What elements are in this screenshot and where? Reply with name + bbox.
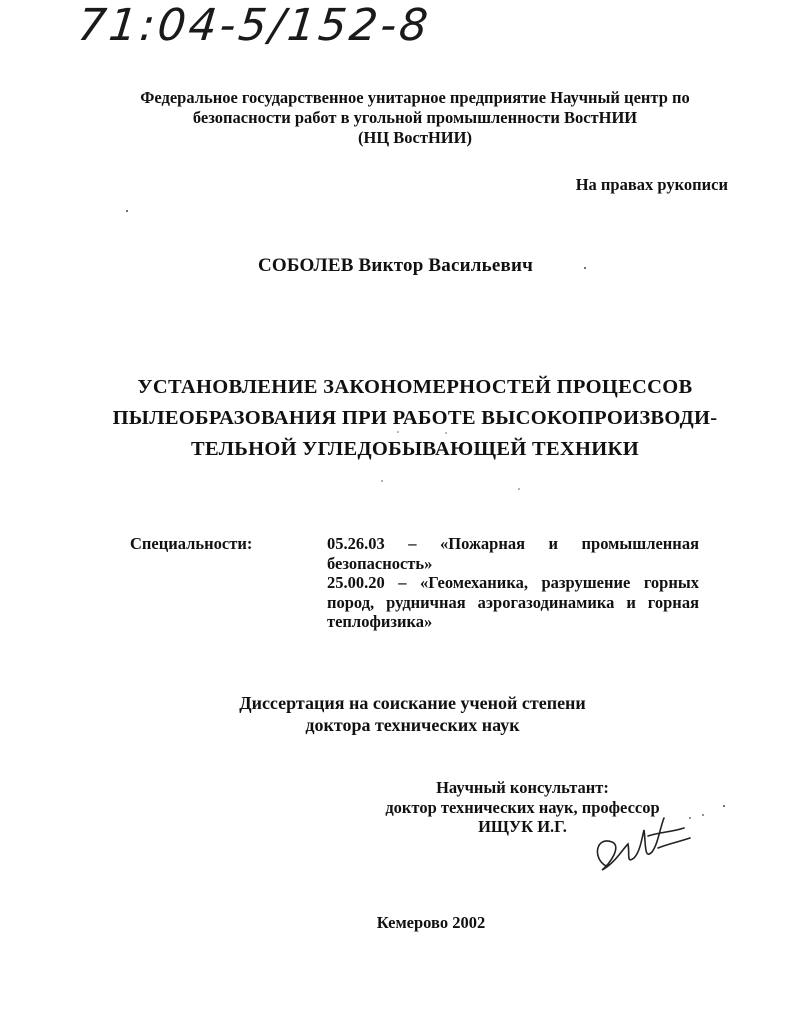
consultant-name: ИЩУК И.Г. [478, 817, 567, 836]
title-line: УСТАНОВЛЕНИЕ ЗАКОНОМЕРНОСТЕЙ ПРОЦЕССОВ [137, 376, 693, 398]
degree-line: доктора технических наук [305, 715, 520, 735]
manuscript-note: На правах рукописи [575, 175, 728, 194]
city-year: Кемерово 2002 [376, 913, 486, 932]
specialty-item: 25.00.20 – «Геомеханика, разрушение горных пород, рудничная аэрогазодинамика и горная теплофизика» [327, 573, 699, 631]
title-line: ПЫЛЕОБРАЗОВАНИЯ ПРИ РАБОТЕ ВЫСОКОПРОИЗВОДИ- [112, 407, 718, 429]
specialties-label: Специальности: [130, 534, 253, 553]
organization-line: Федеральное государственное унитарное предприятие Научный центр по [140, 88, 690, 107]
consultant-degree: доктор технических наук, профессор [385, 797, 660, 817]
organization-line: безопасности работ в угольной промышленности ВостНИИ [192, 108, 638, 127]
degree-line: Диссертация на соискание ученой степени [239, 693, 586, 713]
author-name: СОБОЛЕВ Виктор Васильевич [257, 255, 534, 276]
archive-number: 71:04-5/152-8 [75, 0, 434, 51]
consultant-label: Научный консультант: [436, 778, 609, 797]
specialty-item: 05.26.03 – «Пожарная и промышленная безопасность» [327, 534, 699, 573]
organization-abbreviation: (НЦ ВостНИИ) [358, 128, 472, 147]
title-line: ТЕЛЬНОЙ УГЛЕДОБЫВАЮЩЕЙ ТЕХНИКИ [191, 438, 639, 460]
